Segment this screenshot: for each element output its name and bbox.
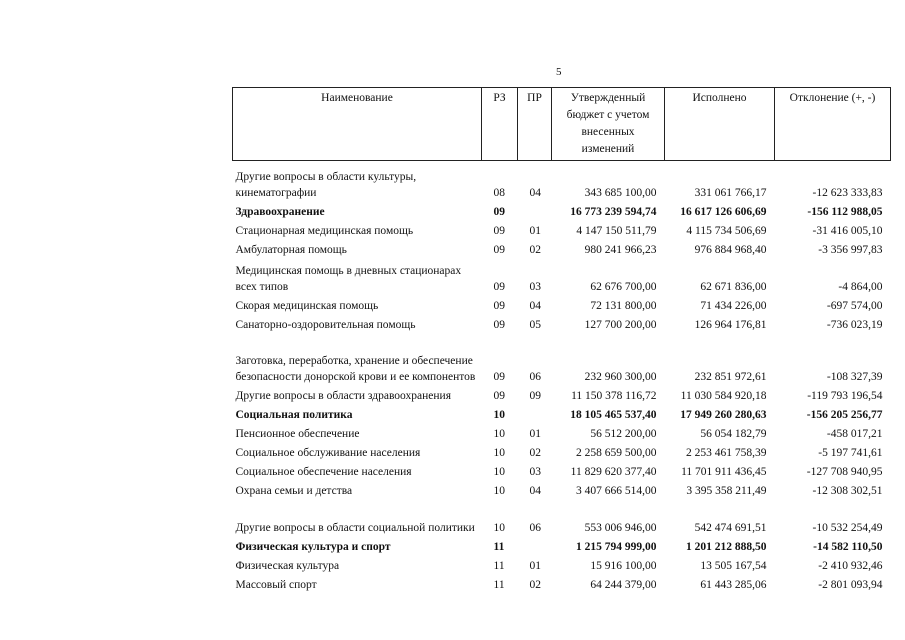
row-dev: -5 197 741,61 (818, 447, 883, 459)
row-name: Стационарная медицинская помощь (235, 225, 414, 237)
row-exec: 976 884 968,40 (694, 244, 767, 256)
row-pr: 05 (529, 319, 541, 331)
row-rz: 09 (493, 371, 505, 383)
row-exec: 11 701 911 436,45 (681, 466, 767, 478)
table-row (233, 574, 891, 593)
row-rz: 10 (493, 428, 505, 440)
header-dev: Отклонение (+, -) (775, 88, 891, 161)
row-rz: 10 (493, 522, 505, 534)
row-exec: 2 253 461 758,39 (686, 447, 767, 459)
row-plan: 1 215 794 999,00 (576, 541, 657, 553)
row-rz: 09 (493, 300, 505, 312)
row-name: Санаторно-оздоровительная помощь (235, 319, 416, 331)
row-name: Социальное обслуживание населения (235, 447, 421, 459)
row-rz: 09 (493, 225, 505, 237)
row-plan: 64 244 379,00 (590, 579, 657, 591)
table-row (233, 258, 891, 295)
row-pr: 04 (529, 300, 541, 312)
table-row (233, 220, 891, 239)
row-plan: 16 773 239 594,74 (570, 206, 657, 218)
row-name: Другие вопросы в области здравоохранения (235, 390, 451, 402)
row-name: Социальная политика (235, 409, 353, 421)
row-dev: -458 017,21 (826, 428, 883, 440)
row-dev: -108 327,39 (826, 371, 883, 383)
row-dev: -31 416 005,10 (812, 225, 883, 237)
row-dev: -2 410 932,46 (818, 560, 883, 572)
row-dev: -2 801 093,94 (818, 579, 883, 591)
row-exec: 4 115 734 506,69 (686, 225, 767, 237)
row-rz: 10 (493, 409, 505, 421)
table-row (233, 385, 891, 404)
row-name: Заготовка, переработка, хранение и обеспечение безопасности донорской крови и ее компонентов (235, 355, 476, 383)
row-plan: 11 150 378 116,72 (571, 390, 657, 402)
row-exec: 62 671 836,00 (700, 281, 767, 293)
row-pr: 03 (529, 281, 541, 293)
row-rz: 10 (493, 485, 505, 497)
row-name: Физическая культура и спорт (235, 541, 391, 553)
row-plan: 72 131 800,00 (590, 300, 657, 312)
row-exec: 11 030 584 920,18 (680, 390, 767, 402)
row-dev: -156 112 988,05 (807, 206, 883, 218)
row-dev: -119 793 196,54 (807, 390, 883, 402)
row-plan: 2 258 659 500,00 (576, 447, 657, 459)
section-row (233, 536, 891, 555)
row-plan: 127 700 200,00 (584, 319, 657, 331)
row-pr: 06 (529, 371, 541, 383)
row-dev: -3 356 997,83 (818, 244, 883, 256)
row-pr (518, 536, 552, 555)
table-row (233, 314, 891, 333)
row-plan: 56 512 200,00 (590, 428, 657, 440)
row-name: Пенсионное обеспечение (235, 428, 360, 440)
row-plan: 62 676 700,00 (590, 281, 657, 293)
header-name: Наименование (233, 88, 482, 161)
section-row (233, 404, 891, 423)
row-dev: -10 532 254,49 (812, 522, 883, 534)
table-row (233, 295, 891, 314)
row-rz: 09 (493, 319, 505, 331)
row-pr (518, 201, 552, 220)
row-pr: 02 (529, 579, 541, 591)
row-rz: 09 (493, 206, 505, 218)
row-plan: 3 407 666 514,00 (576, 485, 657, 497)
row-name: Скорая медицинская помощь (235, 300, 379, 312)
header-exec: Исполнено (665, 88, 775, 161)
row-rz: 11 (493, 579, 505, 591)
budget-table (232, 87, 891, 593)
table-header-row (233, 88, 891, 161)
row-pr: 03 (529, 466, 541, 478)
row-name: Другие вопросы в области культуры, кинематографии (235, 171, 417, 199)
row-pr: 02 (529, 447, 541, 459)
row-exec: 126 964 176,81 (694, 319, 767, 331)
section-row (233, 201, 891, 220)
row-rz: 11 (493, 541, 505, 553)
page-number: 5 (556, 66, 562, 78)
row-pr (518, 404, 552, 423)
row-rz: 09 (493, 390, 505, 402)
row-name: Охрана семьи и детства (235, 485, 353, 497)
row-dev: -697 574,00 (826, 300, 883, 312)
row-name: Медицинская помощь в дневных стационарах всех типов (235, 265, 462, 293)
row-rz: 10 (493, 466, 505, 478)
row-rz: 09 (493, 281, 505, 293)
header-plan: Утвержденный бюджет с учетом внесенных изменений (552, 88, 665, 161)
row-dev: -14 582 110,50 (813, 541, 883, 553)
row-pr: 01 (529, 225, 541, 237)
table-row (233, 423, 891, 442)
row-plan: 15 916 100,00 (590, 560, 657, 572)
table-row (233, 480, 891, 499)
row-pr: 01 (529, 560, 541, 572)
table-row (233, 499, 891, 536)
row-dev: -4 864,00 (838, 281, 883, 293)
row-dev: -12 623 333,83 (812, 187, 883, 199)
row-rz: 09 (493, 244, 505, 256)
row-plan: 18 105 465 537,40 (570, 409, 657, 421)
row-dev: -12 308 302,51 (812, 485, 883, 497)
row-exec: 331 061 766,17 (694, 187, 767, 199)
row-pr: 06 (529, 522, 541, 534)
table-row (233, 161, 891, 202)
header-rz: РЗ (482, 88, 518, 161)
row-name: Физическая культура (235, 560, 340, 572)
row-plan: 232 960 300,00 (584, 371, 657, 383)
table-body (233, 161, 891, 594)
table-row (233, 333, 891, 385)
row-pr: 02 (529, 244, 541, 256)
row-dev: -127 708 940,95 (806, 466, 883, 478)
row-exec: 56 054 182,79 (700, 428, 767, 440)
row-rz: 10 (493, 447, 505, 459)
table-row (233, 461, 891, 480)
row-dev: -736 023,19 (826, 319, 883, 331)
row-pr: 01 (529, 428, 541, 440)
row-exec: 1 201 212 888,50 (686, 541, 767, 553)
row-name: Массовый спорт (235, 579, 317, 591)
row-name: Социальное обеспечение населения (235, 466, 412, 478)
row-exec: 71 434 226,00 (700, 300, 767, 312)
row-dev: -156 205 256,77 (806, 409, 883, 421)
table-row (233, 555, 891, 574)
row-name: Амбулаторная помощь (235, 244, 347, 256)
row-name: Другие вопросы в области социальной политики (235, 522, 475, 534)
row-plan: 4 147 150 511,79 (576, 225, 657, 237)
row-rz: 08 (493, 187, 505, 199)
row-pr: 04 (529, 187, 541, 199)
row-exec: 61 443 285,06 (700, 579, 767, 591)
row-exec: 232 851 972,61 (694, 371, 767, 383)
row-exec: 3 395 358 211,49 (686, 485, 767, 497)
row-pr: 09 (529, 390, 541, 402)
row-plan: 343 685 100,00 (584, 187, 657, 199)
row-exec: 16 617 126 606,69 (680, 206, 767, 218)
row-exec: 17 949 260 280,63 (680, 409, 767, 421)
row-exec: 13 505 167,54 (700, 560, 767, 572)
row-pr: 04 (529, 485, 541, 497)
row-rz: 11 (493, 560, 505, 572)
table-row (233, 239, 891, 258)
row-plan: 980 241 966,23 (584, 244, 657, 256)
row-plan: 553 006 946,00 (584, 522, 657, 534)
row-exec: 542 474 691,51 (694, 522, 767, 534)
table-row (233, 442, 891, 461)
header-pr: ПР (518, 88, 552, 161)
row-name: Здравоохранение (235, 206, 325, 218)
row-plan: 11 829 620 377,40 (570, 466, 657, 478)
